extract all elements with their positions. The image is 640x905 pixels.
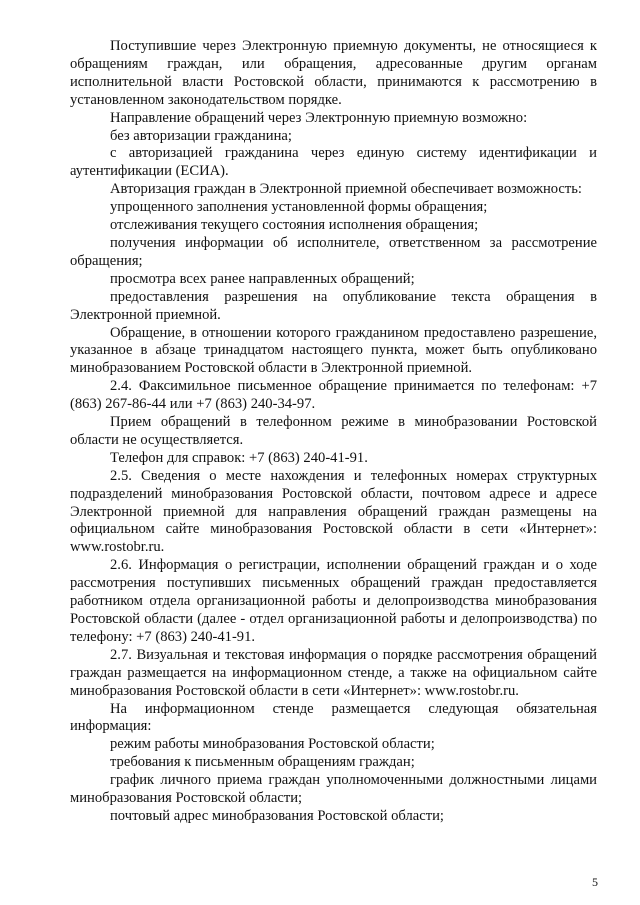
paragraph: с авторизацией гражданина через единую систему идентификации и аутентификации (ЕСИА).: [70, 145, 597, 180]
paragraph: требования к письменным обращениям граждан;: [110, 754, 415, 771]
paragraph: Прием обращений в телефонном режиме в минобразовании Ростовской области не осуществляется.: [70, 414, 597, 448]
page-number: 5: [592, 875, 598, 889]
paragraph: 2.4. Факсимильное письменное обращение принимается по телефонам: +7 (863) 267-86-44 или +7 (863) 240-34-97.: [70, 378, 597, 413]
paragraph: получения информации об исполнителе, ответственном за рассмотрение обращения;: [70, 234, 597, 269]
paragraph: режим работы минобразования Ростовской области;: [110, 736, 435, 753]
paragraph: На информационном стенде размещается следующая обязательная информация:: [70, 700, 597, 735]
paragraph: 2.5. Сведения о месте нахождения и телефонных номерах структурных подразделений минобразования Ростовской области, почтовом адресе и адресе Электронной приемной для направления обращений граждан размещены на официальном сайте минобразования Ростовской области в сети «Интернет»: www.rostobr.ru.: [70, 467, 597, 556]
paragraph: просмотра всех ранее направленных обращений;: [110, 270, 415, 287]
paragraph: без авторизации гражданина;: [110, 127, 292, 144]
paragraph: упрощенного заполнения установленной формы обращения;: [110, 199, 488, 216]
document-body: [70, 38, 597, 826]
paragraph: почтовый адрес минобразования Ростовской области;: [110, 807, 444, 824]
paragraph: Обращение, в отношении которого гражданином предоставлено разрешение, указанное в абзаце тринадцатом настоящего пункта, может быть опубликовано минобразованием Ростовской области в Электронной приемной.: [70, 324, 597, 377]
paragraph: Направление обращений через Электронную приемную возможно:: [110, 109, 528, 126]
paragraph: Поступившие через Электронную приемную документы, не относящиеся к обращениям граждан, или обращения, адресованные другим органам исполнительной власти Ростовской области, принимаются к рассмотрению в установленном законодательством порядке.: [70, 38, 597, 108]
paragraph: предоставления разрешения на опубликование текста обращения в Электронной приемной.: [70, 288, 597, 323]
paragraph: отслеживания текущего состояния исполнения обращения;: [110, 217, 479, 234]
paragraph: Авторизация граждан в Электронной приемной обеспечивает возможность:: [110, 181, 582, 198]
paragraph: 2.6. Информация о регистрации, исполнении обращений граждан и о ходе рассмотрения поступивших письменных обращений граждан предоставляется работником отдела организационной работы и делопроизводства минобразования Ростовской области (далее - отдел организационной работы и делопроизводства) по телефону: +7 (863) 240-41-91.: [70, 557, 597, 645]
paragraph: график личного приема граждан уполномоченными должностными лицами минобразования Ростовской области;: [70, 772, 597, 807]
paragraph: 2.7. Визуальная и текстовая информация о порядке рассмотрения обращений граждан размещается на информационном стенде, а также на официальном сайте минобразования Ростовской области в сети «Интернет»: www.rostobr.ru.: [70, 646, 597, 699]
paragraph: Телефон для справок: +7 (863) 240-41-91.: [110, 449, 368, 466]
